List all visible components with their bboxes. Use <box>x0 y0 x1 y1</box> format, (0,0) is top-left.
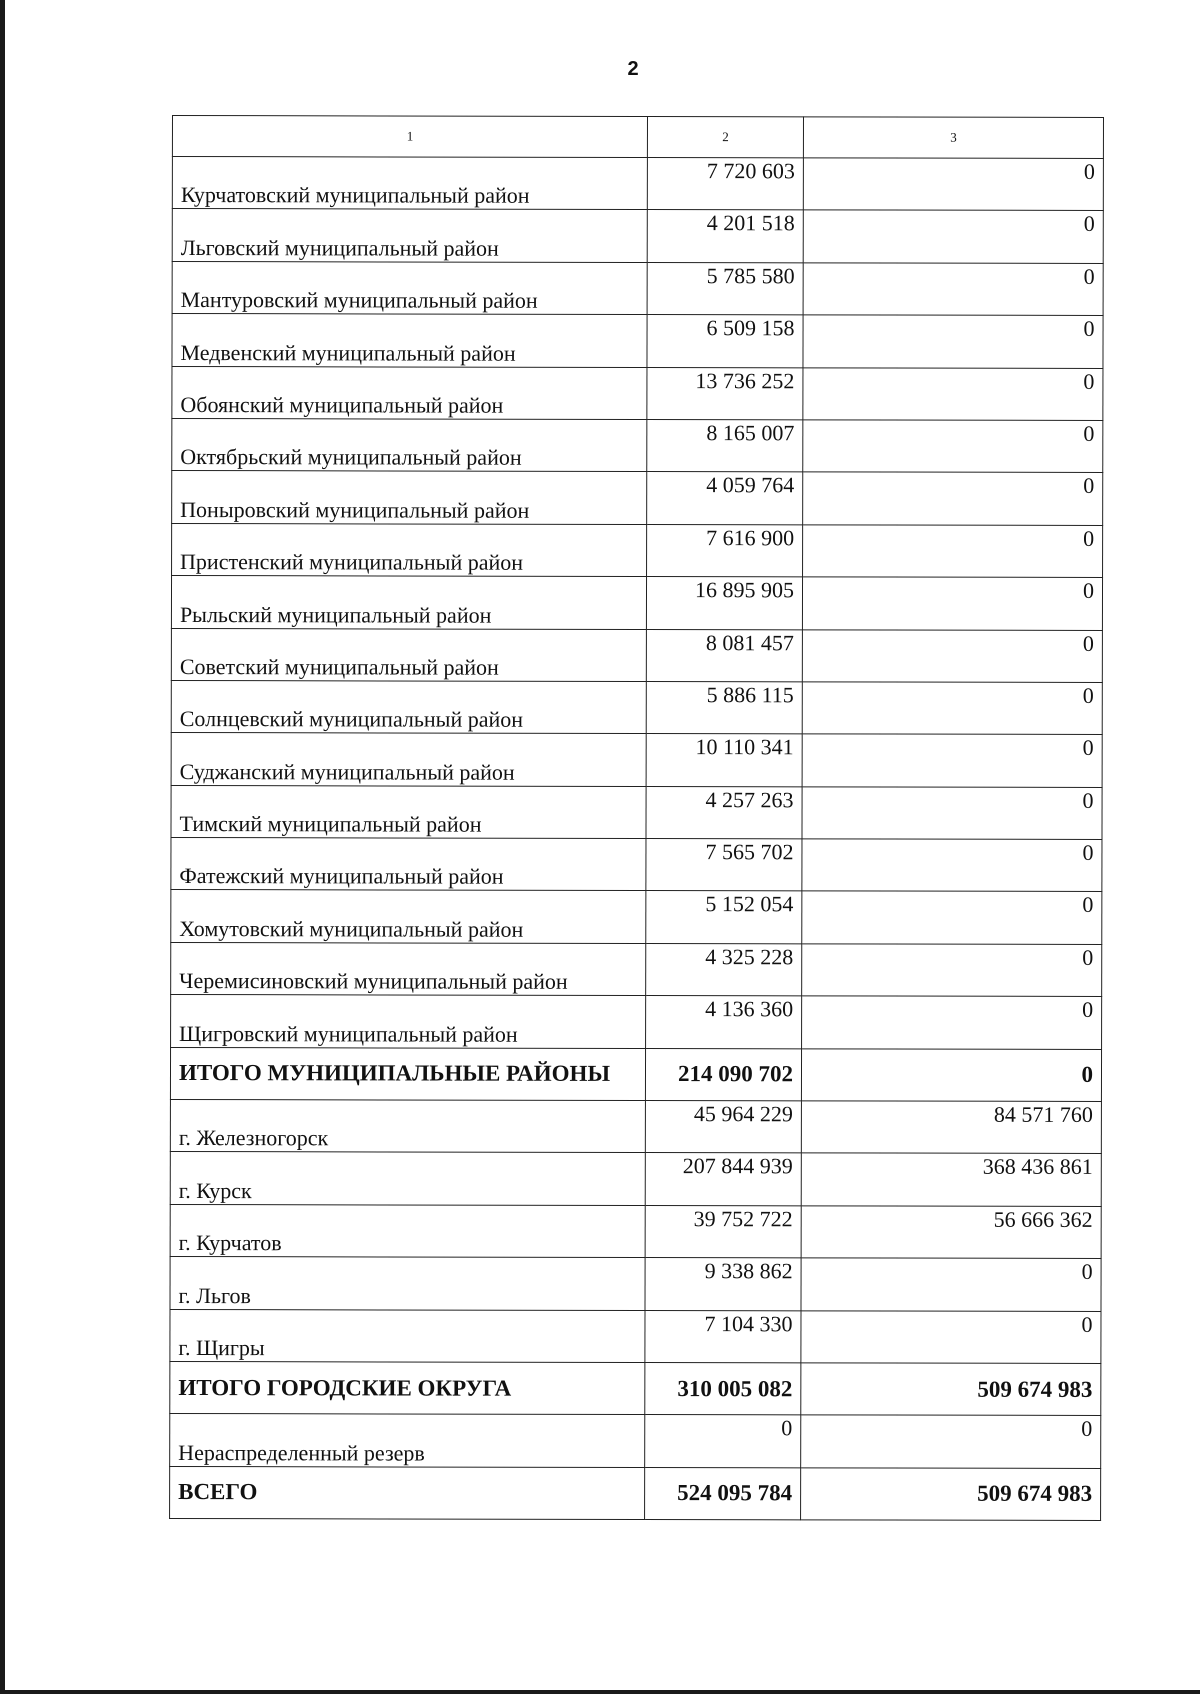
row-name-cell: Медвенский муниципальный район <box>172 314 647 367</box>
row-col2-cell: 4 059 764 <box>647 472 803 525</box>
row-col3-cell: 509 674 983 <box>801 1363 1101 1416</box>
row-col3-cell: 56 666 362 <box>801 1206 1101 1259</box>
row-col3-cell: 0 <box>803 158 1103 211</box>
row-col3-cell: 0 <box>803 263 1103 316</box>
row-col2-cell: 7 104 330 <box>645 1310 801 1363</box>
row-name-cell: Октябрьский муниципальный район <box>172 418 647 471</box>
row-name-cell: Суджанский муниципальный район <box>171 733 646 786</box>
row-col2-cell: 207 844 939 <box>645 1153 801 1206</box>
row-col3-cell: 0 <box>802 996 1102 1049</box>
table-row <box>172 157 1103 211</box>
row-name-cell: г. Льгов <box>170 1257 645 1310</box>
scan-edge-left <box>0 0 5 1694</box>
row-name-cell: Тимский муниципальный район <box>171 785 646 838</box>
row-col3-cell: 0 <box>802 629 1102 682</box>
table-row <box>172 418 1103 472</box>
row-col2-cell: 5 785 580 <box>647 262 803 315</box>
table-row <box>170 1257 1101 1311</box>
total-row <box>170 1466 1101 1520</box>
column-number-row <box>172 116 1103 159</box>
table-row <box>171 942 1102 996</box>
row-col3-cell: 0 <box>801 1048 1101 1101</box>
row-col2-cell: 16 895 905 <box>646 577 802 630</box>
total-row <box>170 1361 1101 1415</box>
table-row <box>170 1414 1101 1468</box>
row-col3-cell: 0 <box>802 839 1102 892</box>
row-col2-cell: 13 736 252 <box>647 367 803 420</box>
row-name-cell: Пристенский муниципальный район <box>172 523 647 576</box>
row-name-cell: г. Курск <box>170 1152 645 1205</box>
row-col3-cell: 0 <box>802 891 1102 944</box>
row-col2-cell: 0 <box>645 1415 801 1468</box>
table-row <box>171 890 1102 944</box>
row-name-cell: Щигровский муниципальный район <box>171 995 646 1048</box>
row-name-cell: Фатежский муниципальный район <box>171 838 646 891</box>
row-name-cell: г. Щигры <box>170 1309 645 1362</box>
row-col3-cell: 0 <box>802 787 1102 840</box>
row-name-cell: Хомутовский муниципальный район <box>171 890 646 943</box>
row-col3-cell: 0 <box>803 472 1103 525</box>
row-col3-cell: 0 <box>802 577 1102 630</box>
row-name-cell: Поныровский муниципальный район <box>172 471 647 524</box>
table-row <box>172 209 1103 263</box>
row-name-cell: Черемисиновский муниципальный район <box>171 942 646 995</box>
table-row <box>172 523 1103 577</box>
row-name-cell: ИТОГО ГОРОДСКИЕ ОКРУГА <box>170 1361 645 1414</box>
table-row <box>172 261 1103 315</box>
row-col2-cell: 5 152 054 <box>646 891 802 944</box>
row-col2-cell: 4 201 518 <box>647 210 803 263</box>
table-row <box>170 1309 1101 1363</box>
row-col2-cell: 7 565 702 <box>646 839 802 892</box>
row-col3-cell: 0 <box>803 315 1103 368</box>
total-row <box>170 1047 1101 1101</box>
row-name-cell: ИТОГО МУНИЦИПАЛЬНЫЕ РАЙОНЫ <box>170 1047 645 1100</box>
table-row <box>171 628 1102 682</box>
row-col2-cell: 45 964 229 <box>645 1101 801 1154</box>
column-header-3: 3 <box>803 117 1103 159</box>
row-col2-cell: 6 509 158 <box>647 315 803 368</box>
row-col3-cell: 0 <box>802 734 1102 787</box>
row-name-cell: ВСЕГО <box>170 1466 645 1519</box>
row-col2-cell: 5 886 115 <box>646 681 802 734</box>
row-col2-cell: 10 110 341 <box>646 734 802 787</box>
column-header-2: 2 <box>647 116 803 157</box>
table-row <box>170 1204 1101 1258</box>
row-col2-cell: 8 165 007 <box>647 419 803 472</box>
row-name-cell: Нераспределенный резерв <box>170 1414 645 1467</box>
row-col2-cell: 214 090 702 <box>645 1048 801 1101</box>
row-col2-cell: 7 720 603 <box>647 157 803 210</box>
table-row <box>171 838 1102 892</box>
scan-edge-bottom <box>0 1690 1200 1694</box>
row-col3-cell: 0 <box>803 525 1103 578</box>
table-row <box>170 1100 1101 1154</box>
row-col2-cell: 4 325 228 <box>646 943 802 996</box>
row-col3-cell: 0 <box>801 1415 1101 1468</box>
page-number: 2 <box>627 58 639 80</box>
row-col2-cell: 7 616 900 <box>647 524 803 577</box>
row-name-cell: Обоянский муниципальный район <box>172 366 647 419</box>
row-col3-cell: 0 <box>802 944 1102 997</box>
row-col2-cell: 39 752 722 <box>645 1205 801 1258</box>
table-row <box>171 576 1102 630</box>
row-col3-cell: 84 571 760 <box>801 1101 1101 1154</box>
row-col3-cell: 0 <box>803 367 1103 420</box>
row-name-cell: Льговский муниципальный район <box>172 209 647 262</box>
row-name-cell: Рыльский муниципальный район <box>171 576 646 629</box>
column-header-1: 1 <box>172 116 647 158</box>
row-col2-cell: 4 257 263 <box>646 786 802 839</box>
row-col2-cell: 9 338 862 <box>645 1258 801 1311</box>
table-body <box>170 116 1104 1521</box>
table-row <box>171 995 1102 1049</box>
row-col3-cell: 0 <box>803 210 1103 263</box>
row-name-cell: Курчатовский муниципальный район <box>172 157 647 210</box>
budget-table <box>169 115 1104 1521</box>
row-name-cell: Мантуровский муниципальный район <box>172 261 647 314</box>
row-name-cell: Солнцевский муниципальный район <box>171 680 646 733</box>
table-row <box>172 366 1103 420</box>
row-col2-cell: 310 005 082 <box>645 1362 801 1415</box>
table-row <box>171 680 1102 734</box>
table-row <box>170 1152 1101 1206</box>
row-col3-cell: 0 <box>801 1310 1101 1363</box>
row-col3-cell: 509 674 983 <box>801 1468 1101 1521</box>
row-col3-cell: 0 <box>803 420 1103 473</box>
row-col3-cell: 0 <box>801 1258 1101 1311</box>
row-col2-cell: 8 081 457 <box>646 629 802 682</box>
row-col2-cell: 524 095 784 <box>645 1467 801 1520</box>
table-row <box>172 314 1103 368</box>
row-name-cell: г. Курчатов <box>170 1204 645 1257</box>
row-name-cell: Советский муниципальный район <box>171 628 646 681</box>
row-col3-cell: 368 436 861 <box>801 1153 1101 1206</box>
table-row <box>172 471 1103 525</box>
row-col2-cell: 4 136 360 <box>646 996 802 1049</box>
table-row <box>171 733 1102 787</box>
table-row <box>171 785 1102 839</box>
row-name-cell: г. Железногорск <box>170 1100 645 1153</box>
row-col3-cell: 0 <box>802 682 1102 735</box>
